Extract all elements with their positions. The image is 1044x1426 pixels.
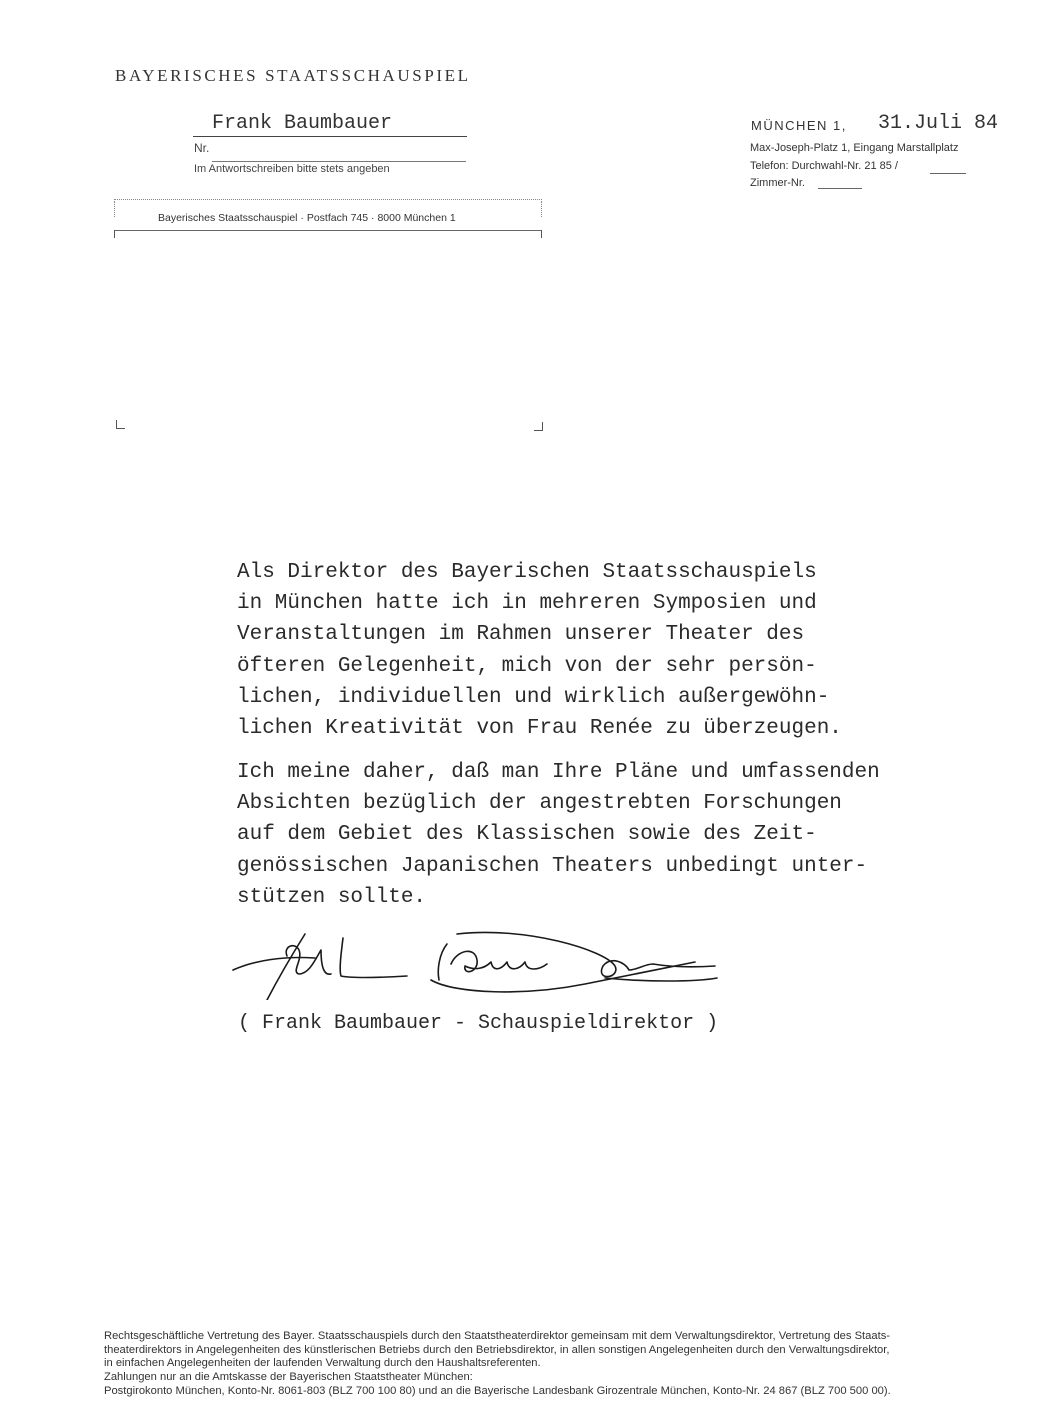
sender-name: Frank Baumbauer — [212, 112, 393, 135]
footer-line: in einfachen Angelegenheiten der laufenden Verwaltung durch den Haushaltsreferenten. — [104, 1357, 541, 1370]
place-label: MÜNCHEN 1, — [751, 118, 847, 133]
address-window-corner-top-right — [533, 230, 542, 238]
footer-line: Zahlungen nur an die Amtskasse der Bayerischen Staatstheater München: — [104, 1371, 473, 1384]
return-address: Bayerisches Staatsschauspiel · Postfach 745 · 8000 München 1 — [158, 212, 456, 224]
reference-number-label: Nr. — [194, 141, 210, 155]
room-number-label: Zimmer-Nr. — [750, 177, 805, 189]
letterhead-organization: BAYERISCHES STAATSSCHAUSPIEL — [115, 66, 471, 85]
address-window-left-tick — [114, 201, 115, 217]
sender-underline — [193, 136, 467, 137]
body-paragraph-2: Ich meine daher, daß man Ihre Pläne und umfassenden Absichten bezüglich der angestrebten Forschungen auf dem Gebiet des Klassischen sowie des Zeit- genössischen Japanischen Theaters unbedingt unter- stützen sollte. — [237, 761, 880, 909]
reply-reference-note: Im Antwortschreiben bitte stets angeben — [194, 163, 390, 175]
body-paragraph-1: Als Direktor des Bayerischen Staatsschauspiels in München hatte ich in mehreren Symposien und Veranstaltungen im Rahmen unserer Theater des öfteren Gelegenheit, mich von der sehr persön- lichen, individuellen und wirklich außergewöhn- lichen Kreativität von Frau Renée zu überzeugen. — [237, 561, 842, 741]
footer-legal-notice — [104, 1330, 1024, 1399]
address-window-right-tick — [541, 201, 542, 217]
address-window-corner-bottom-left — [116, 420, 125, 429]
address-window-corner-top-left — [114, 230, 123, 238]
footer-line: theaterdirektors in Angelegenheiten des künstlerischen Betriebs durch den Betriebsdirektor, in allen sonstigen Angelegenheiten durch den Verwaltungsdirektor, — [104, 1343, 890, 1356]
letter-date: 31.Juli 84 — [878, 112, 999, 135]
signature-caption: ( Frank Baumbauer - Schauspieldirektor ) — [238, 1012, 719, 1035]
address-window-bottom-rule — [114, 230, 542, 231]
street-address: Max-Joseph-Platz 1, Eingang Marstallplatz — [750, 142, 959, 154]
room-number-rule — [818, 188, 862, 189]
handwritten-signature — [225, 920, 745, 1000]
phone-extension-rule — [930, 173, 966, 174]
footer-line: Postgirokonto München, Konto-Nr. 8061-803 (BLZ 700 100 80) und an die Bayerische Landesbank Girozentrale München, Konto-Nr. 24 867 (BLZ 700 500 00). — [104, 1384, 891, 1397]
address-window-top-rule — [114, 199, 542, 200]
address-window-corner-bottom-right — [534, 422, 543, 431]
phone-line: Telefon: Durchwahl-Nr. 21 85 / — [750, 160, 898, 172]
reference-number-rule — [212, 161, 466, 162]
footer-line: Rechtsgeschäftliche Vertretung des Bayer. Staatsschauspiels durch den Staatstheaterdirektor gemeinsam mit dem Verwaltungsdirektor, Vertretung des Staats- — [104, 1330, 891, 1342]
